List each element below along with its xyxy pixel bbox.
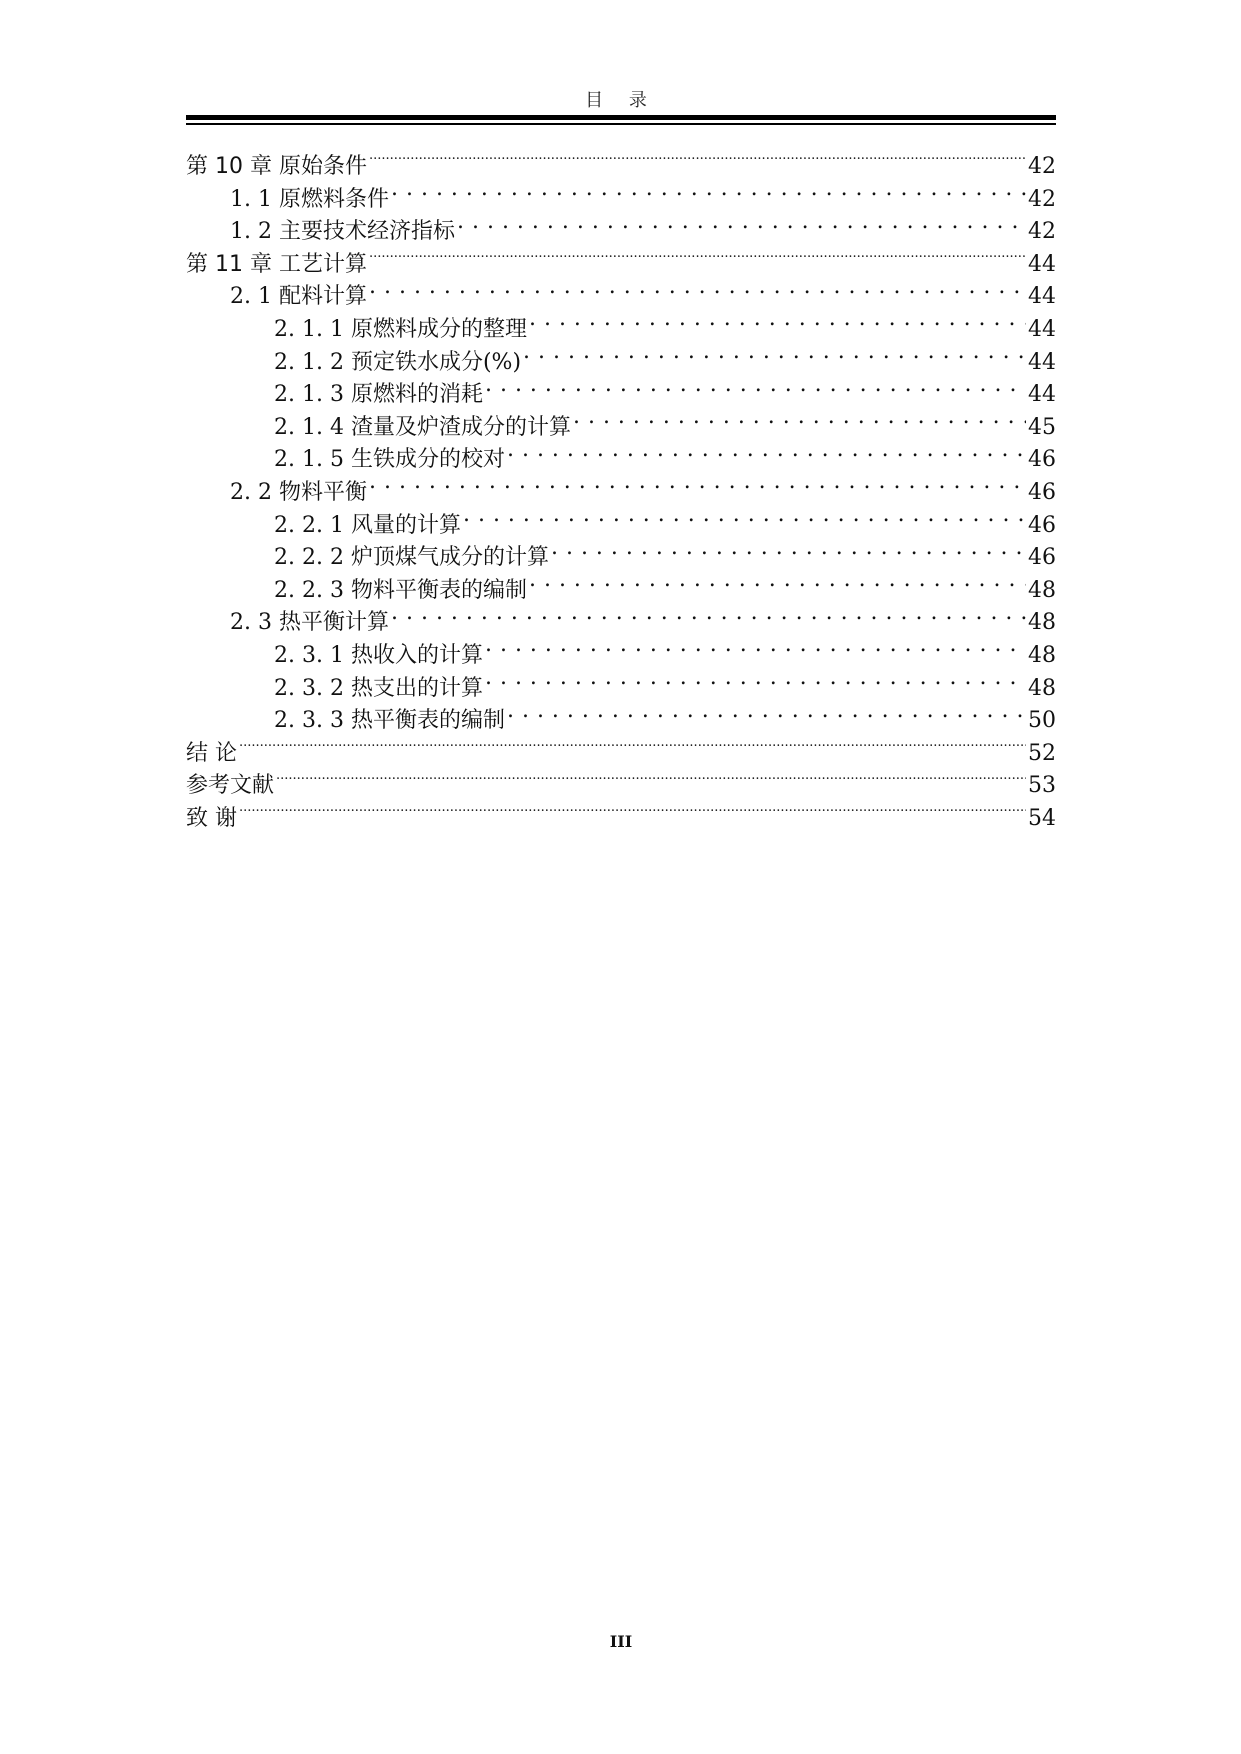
- toc-entry[interactable]: [186, 705, 1056, 738]
- header-rule-thin: [186, 123, 1056, 125]
- page-header-title: 目 录: [585, 90, 657, 111]
- toc-entry-page: 42: [1028, 154, 1056, 179]
- toc-entry-page: 42: [1028, 219, 1056, 245]
- toc-entry-page: 52: [1028, 740, 1056, 766]
- toc-dot-leader: [551, 542, 1026, 564]
- toc-dot-leader: [485, 640, 1026, 662]
- toc-entry-page: 44: [1028, 251, 1056, 277]
- toc-entry-page: 44: [1028, 382, 1056, 408]
- toc-entry-title: 2. 1. 2 预定铁水成分(%): [274, 349, 522, 375]
- toc-entry-page: 46: [1028, 479, 1056, 505]
- toc-dot-leader: [485, 379, 1026, 401]
- toc-entry[interactable]: [186, 249, 1056, 282]
- toc-entry-title: 2. 2 物料平衡: [230, 479, 367, 505]
- page-number: III: [609, 1632, 633, 1651]
- toc-entry-page: 44: [1028, 316, 1056, 342]
- toc-dot-leader: [485, 673, 1026, 695]
- toc-entry-page: 46: [1028, 447, 1056, 473]
- toc-dot-leader: [369, 281, 1026, 303]
- toc-entry[interactable]: [186, 412, 1056, 445]
- table-of-contents: [186, 151, 1056, 835]
- toc-dot-leader: [507, 444, 1026, 466]
- toc-entry-page: 48: [1028, 642, 1056, 668]
- toc-entry-title: 2. 3. 2 热支出的计算: [274, 675, 483, 701]
- toc-entry-page: 48: [1028, 610, 1056, 636]
- toc-entry[interactable]: [186, 216, 1056, 249]
- toc-entry-title: 2. 3 热平衡计算: [230, 610, 389, 636]
- toc-dot-leader: [239, 803, 1026, 825]
- toc-entry-title: 第 11 章 工艺计算: [186, 251, 367, 277]
- toc-entry-title: 1. 1 原燃料条件: [230, 186, 389, 212]
- toc-entry[interactable]: [186, 607, 1056, 640]
- header-rule-thick: [186, 115, 1056, 120]
- toc-entry[interactable]: [186, 477, 1056, 510]
- toc-entry-page: 50: [1028, 708, 1056, 734]
- toc-entry-page: 46: [1028, 512, 1056, 538]
- toc-entry[interactable]: [186, 281, 1056, 314]
- toc-entry-title: 2. 2. 2 炉顶煤气成分的计算: [274, 545, 549, 571]
- toc-dot-leader: [523, 347, 1026, 369]
- toc-entry-title: 参考文献: [186, 773, 275, 799]
- toc-dot-leader: [463, 510, 1026, 532]
- toc-entry-title: 2. 1. 5 生铁成分的校对: [274, 447, 505, 473]
- toc-entry-page: 53: [1028, 773, 1056, 799]
- toc-entry-title: 2. 2. 3 物料平衡表的编制: [274, 577, 527, 603]
- toc-entry[interactable]: [186, 347, 1056, 380]
- toc-dot-leader: [457, 216, 1026, 238]
- toc-entry[interactable]: [186, 640, 1056, 673]
- toc-entry-title: 2. 1. 3 原燃料的消耗: [274, 382, 483, 408]
- toc-dot-leader: [391, 184, 1026, 206]
- toc-entry[interactable]: [186, 510, 1056, 543]
- toc-entry-page: 54: [1028, 805, 1056, 831]
- toc-entry[interactable]: [186, 575, 1056, 608]
- toc-dot-leader: [276, 770, 1026, 792]
- toc-entry-page: 48: [1028, 675, 1056, 701]
- toc-entry[interactable]: [186, 738, 1056, 771]
- toc-entry-page: 42: [1028, 186, 1056, 212]
- toc-entry[interactable]: [186, 444, 1056, 477]
- toc-entry-page: 46: [1028, 545, 1056, 571]
- toc-entry-title: 2. 3. 3 热平衡表的编制: [274, 708, 505, 734]
- toc-entry-title: 1. 2 主要技术经济指标: [230, 219, 455, 245]
- toc-entry-title: 2. 3. 1 热收入的计算: [274, 642, 483, 668]
- toc-entry[interactable]: [186, 151, 1056, 184]
- toc-entry-title: 2. 1 配料计算: [230, 284, 367, 310]
- toc-dot-leader: [239, 738, 1026, 760]
- toc-entry[interactable]: [186, 803, 1056, 836]
- toc-entry-title: 2. 1. 4 渣量及炉渣成分的计算: [274, 414, 571, 440]
- toc-entry[interactable]: [186, 770, 1056, 803]
- toc-entry-title: 第 10 章 原始条件: [186, 154, 367, 179]
- toc-entry-title: 致 谢: [186, 805, 237, 831]
- toc-dot-leader: [369, 477, 1026, 499]
- toc-dot-leader: [507, 705, 1026, 727]
- toc-entry[interactable]: [186, 314, 1056, 347]
- toc-entry-page: 44: [1028, 349, 1056, 375]
- toc-dot-leader: [369, 151, 1026, 173]
- toc-dot-leader: [573, 412, 1026, 434]
- toc-entry-title: 2. 1. 1 原燃料成分的整理: [274, 316, 527, 342]
- toc-entry-page: 45: [1028, 414, 1056, 440]
- toc-entry[interactable]: [186, 542, 1056, 575]
- toc-entry-page: 48: [1028, 577, 1056, 603]
- toc-entry-page: 44: [1028, 284, 1056, 310]
- toc-dot-leader: [529, 314, 1026, 336]
- toc-dot-leader: [529, 575, 1026, 597]
- toc-entry[interactable]: [186, 184, 1056, 217]
- toc-entry[interactable]: [186, 673, 1056, 706]
- toc-dot-leader: [391, 607, 1026, 629]
- toc-entry[interactable]: [186, 379, 1056, 412]
- toc-entry-title: 2. 2. 1 风量的计算: [274, 512, 461, 538]
- toc-dot-leader: [369, 249, 1026, 271]
- toc-entry-title: 结 论: [186, 740, 237, 766]
